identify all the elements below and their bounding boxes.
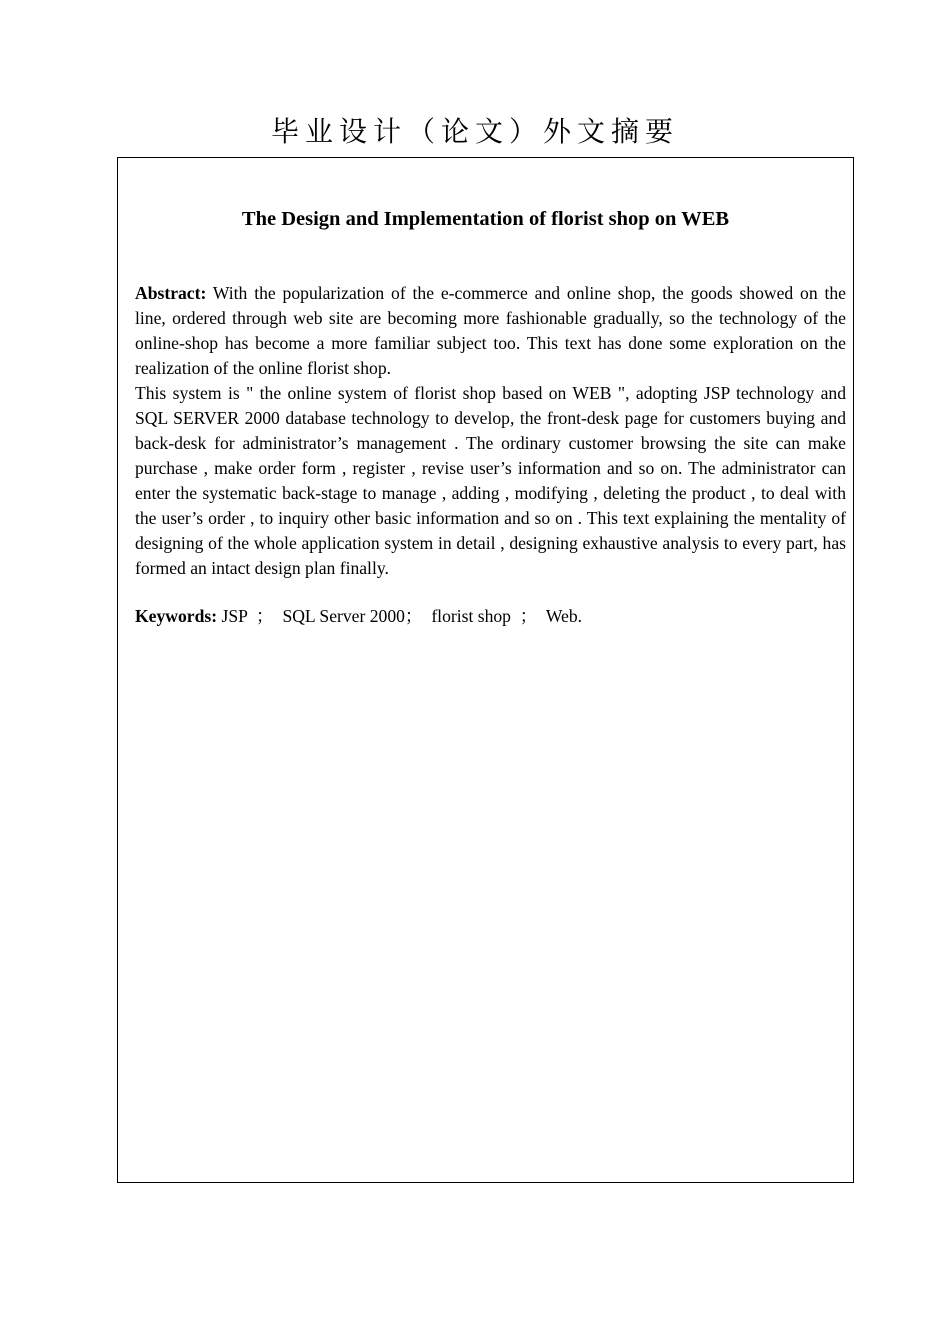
abstract-section [135,281,846,581]
abstract-paragraph-1 [135,281,846,381]
paper-title: The Design and Implementation of florist shop on WEB [241,208,730,230]
keywords-label: Keywords: [135,606,218,626]
page-heading: 毕业设计（论文）外文摘要 [270,115,679,148]
abstract-paragraph-2: This system is " the online system of florist shop based on WEB ", adopting JSP technology and SQL SERVER 2000 database technology to develop, the front-desk page for customers buying and back-desk for administrator’s management . The ordinary customer browsing the site can make purchase , make order form , register , revise user’s information and so on. The administrator can enter the systematic back-stage to manage , adding , modifying , deleting the product , to deal with the user’s order , to inquiry other basic information and so on . This text explaining the mentality of designing of the whole application system in detail , designing exhaustive analysis to every part, has formed an intact design plan finally. [135,383,846,578]
abstract-text-1: With the popularization of the e-commerce and online shop, the goods showed on the line, ordered through web site are becoming more fashionable gradually, so the technology of the online-shop has become a more familiar subject too. This text has done some exploration on the realization of the online florist shop. [135,283,846,378]
abstract-label: Abstract: [135,283,207,303]
keywords-line [135,604,846,629]
keywords-text: JSP ； SQL Server 2000； florist shop ； Web. [217,606,583,626]
